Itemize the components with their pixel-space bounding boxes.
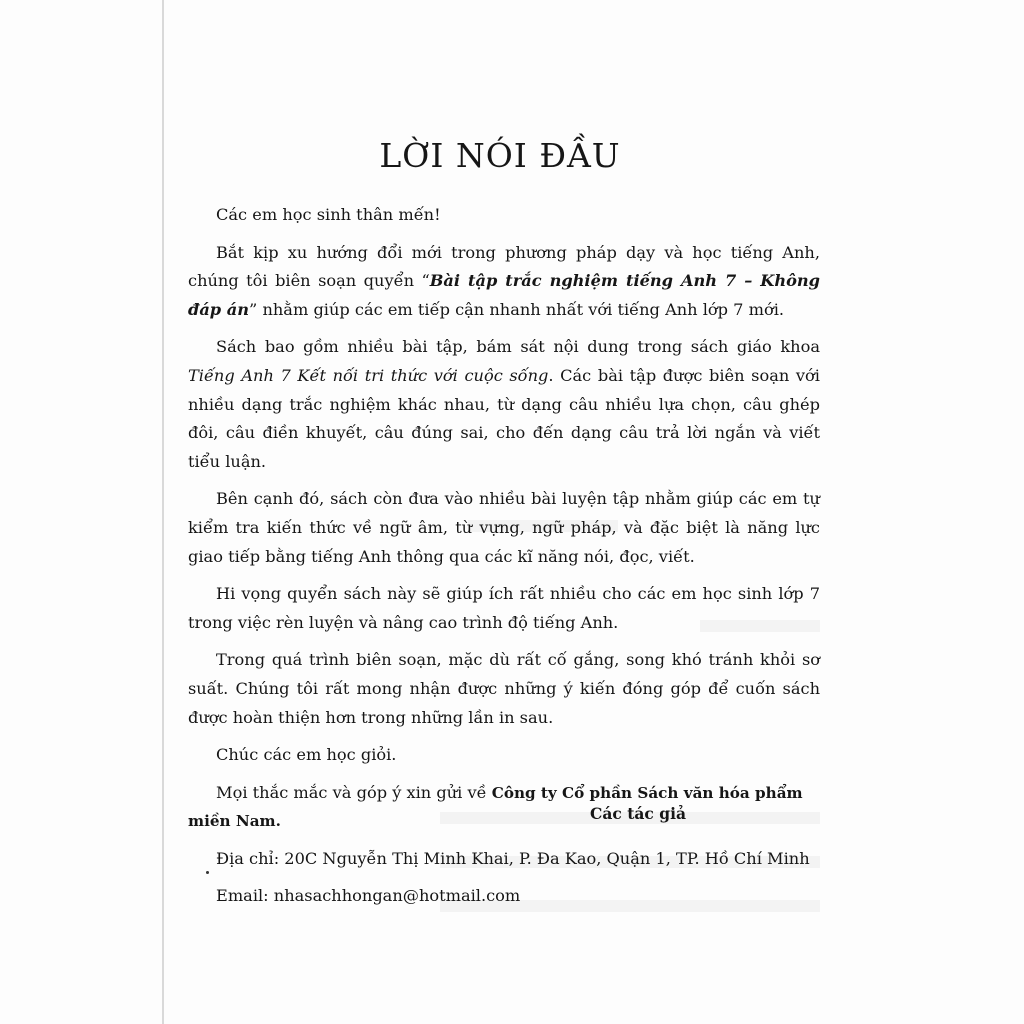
textbook-title: Tiếng Anh 7 Kết nối tri thức với cuộc sống [188,365,549,385]
paragraph-practice: Bên cạnh đó, sách còn đưa vào nhiều bài luyện tập nhằm giúp các em tự kiểm tra kiến thức về ngữ âm, từ vựng, ngữ pháp, và đặc biệt là năng lực giao tiếp bằng tiếng Anh thông qua các kĩ năng nói, đọc, viết. [188,489,820,566]
book-title: Bài tập trắc nghiệm tiếng Anh 7 – Không đáp án [188,271,820,319]
contact-line: Mọi thắc mắc và góp ý xin gửi về Công ty Cổ phần Sách văn hóa phẩm miền Nam. [188,782,803,831]
greeting: Các em học sinh thân mến! [216,205,441,224]
wish-line: Chúc các em học giỏi. [216,745,397,765]
paragraph-content: Sách bao gồm nhiều bài tập, bám sát nội dung trong sách giáo khoa Tiếng Anh 7 Kết nối tri thức với cuộc sống. Các bài tập được biên soạn với nhiều dạng trắc nghiệm khác nhau, từ dạng câu nhiều lựa chọn, câu ghép đôi, câu điền khuyết, câu đúng sai, cho đến dạng câu trả lời ngắn và viết tiểu luận. [188,337,820,471]
ink-speck [206,871,209,874]
page-title: LỜI NÓI ĐẦU [379,136,621,175]
paragraph-intro: Bắt kịp xu hướng đổi mới trong phương pháp dạy và học tiếng Anh, chúng tôi biên soạn quyển “Bài tập trắc nghiệm tiếng Anh 7 – Không đáp án” nhằm giúp các em tiếp cận nhanh nhất với tiếng Anh lớp 7 mới. [188,242,820,319]
signature: Các tác giả [590,804,687,823]
preface-body [188,201,820,920]
address-line: Địa chỉ: 20C Nguyễn Thị Minh Khai, P. Đa Kao, Quận 1, TP. Hồ Chí Minh [216,848,810,868]
email-line: Email: nhasachhongan@hotmail.com [216,886,521,906]
paragraph-hope: Hi vọng quyển sách này sẽ giúp ích rất nhiều cho các em học sinh lớp 7 trong việc rèn luyện và nâng cao trình độ tiếng Anh. [188,584,820,632]
paragraph-feedback: Trong quá trình biên soạn, mặc dù rất cố gắng, song khó tránh khỏi sơ suất. Chúng tôi rất mong nhận được những ý kiến đóng góp để cuốn sách được hoàn thiện hơn trong những lần in sau. [188,650,820,727]
company-name: Công ty Cổ phần Sách văn hóa phẩm miền Nam. [188,783,803,831]
